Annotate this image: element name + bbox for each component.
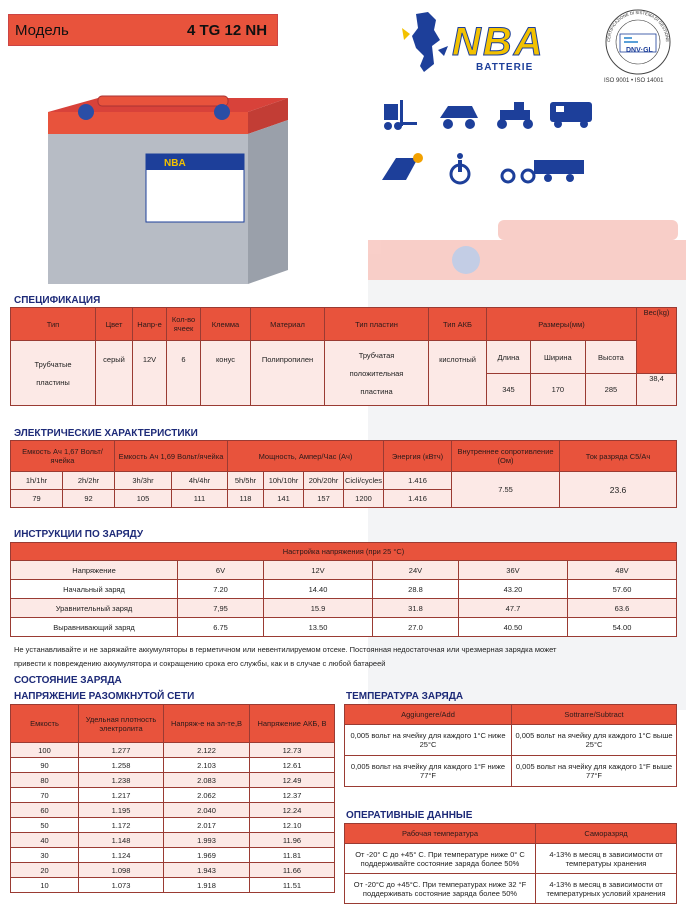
state-cell: 1.969: [164, 848, 250, 863]
state-cell: 60: [11, 803, 79, 818]
spec-type-line2: пластины: [36, 377, 70, 387]
elec-h4: Энергия (кВтч): [384, 441, 452, 472]
state-row: [11, 833, 335, 848]
state-cell: 2.017: [164, 818, 250, 833]
state-row: [11, 758, 335, 773]
state-row: [11, 803, 335, 818]
charge-cell: 63.6: [567, 599, 676, 618]
charge-col-48v: 48V: [567, 561, 676, 580]
spec-h-length: Длина: [487, 341, 531, 374]
state-cell: 80: [11, 773, 79, 788]
spec-h-height: Высота: [585, 341, 636, 374]
elec-val-4h: 111: [172, 490, 228, 508]
spec-type: [11, 341, 96, 406]
elec-h2: Емкость Ач 1,69 Вольт/ячейка: [115, 441, 228, 472]
elec-val-1h: 79: [11, 490, 63, 508]
charge-cell: 31.8: [372, 599, 458, 618]
lawn-mower-icon: [490, 96, 540, 132]
elec-sub-10h: 10h/10hr: [264, 472, 304, 490]
model-bar: [8, 14, 278, 46]
elec-h5: Внутреннее сопротивление (Ом): [452, 441, 560, 472]
temp-title: ТЕМПЕРАТУРА ЗАРЯДА: [346, 691, 464, 702]
elec-val-20h: 157: [304, 490, 344, 508]
spec-h-weight: Вес(kg): [637, 308, 677, 374]
charge-cell: 14.40: [264, 580, 373, 599]
state-cell: 1.238: [79, 773, 164, 788]
temp-add-c: 0,005 вольт на ячейку для каждого 1°C ниже 25°C: [345, 725, 512, 756]
state-cell: 12.10: [250, 818, 335, 833]
elec-resistance: 7.55: [452, 472, 560, 508]
charge-row-label: Уравнительный заряд: [11, 599, 178, 618]
temp-col-subtract: Sottrarre/Subtract: [512, 705, 677, 725]
spec-title: СПЕЦИФИКАЦИЯ: [14, 295, 101, 306]
charge-cell: 57.60: [567, 580, 676, 599]
state-cell: 12.37: [250, 788, 335, 803]
state-cell: 1.258: [79, 758, 164, 773]
state-cell: 1.148: [79, 833, 164, 848]
state-cell: 20: [11, 863, 79, 878]
elec-sub-3h: 3h/3hr: [115, 472, 172, 490]
elec-sub-20h: 20h/20hr: [304, 472, 344, 490]
spec-h-material: Материал: [251, 308, 325, 341]
spec-h-color: Цвет: [96, 308, 133, 341]
state-cell: 2.103: [164, 758, 250, 773]
spec-weight: 38,4: [637, 374, 677, 406]
state-cell: 100: [11, 743, 79, 758]
spec-height: 285: [585, 374, 636, 406]
application-icons-row1: [378, 96, 596, 132]
charge-table: [10, 542, 677, 637]
state-col-battery-voltage: Напряжение АКБ, В: [250, 705, 335, 743]
spec-h-dims: Размеры(мм): [487, 308, 637, 341]
oper-temp-f: От -20°C до +45°C. При температурах ниже 32 °F поддерживать состояние заряда более 50%: [345, 874, 536, 904]
oper-temp-c: От -20° C до +45° C. При температуре ниже 0° C поддерживайте состояние заряда более 50%: [345, 844, 536, 874]
certification-seal: [598, 8, 678, 88]
state-cell: 1.098: [79, 863, 164, 878]
charge-col-voltage: Напряжение: [11, 561, 178, 580]
oper-discharge-2: 4-13% в месяц в зависимости от температурных условий хранения: [536, 874, 677, 904]
state-cell: 70: [11, 788, 79, 803]
state-cell: 12.24: [250, 803, 335, 818]
charge-cell: 6.75: [178, 618, 264, 637]
spec-cells: 6: [167, 341, 201, 406]
state-col-capacity: Емкость: [11, 705, 79, 743]
solar-panel-icon: [378, 150, 428, 186]
state-cell: 12.61: [250, 758, 335, 773]
brand-sub: BATTERIE: [476, 62, 534, 73]
spec-plates: [325, 341, 429, 406]
state-cell: 1.195: [79, 803, 164, 818]
charge-col-24v: 24V: [372, 561, 458, 580]
spec-plate-line3: пластина: [360, 386, 393, 396]
state-cell: 1.943: [164, 863, 250, 878]
charge-setting: Настройка напряжения (при 25 °С): [11, 543, 677, 561]
state-cell: 11.66: [250, 863, 335, 878]
temp-sub-c: 0,005 вольт на ячейку для каждого 1°C выше 25°C: [512, 725, 677, 756]
state-row: [11, 773, 335, 788]
oper-table: [344, 823, 677, 904]
state-cell: 2.083: [164, 773, 250, 788]
state-title: СОСТОЯНИЕ ЗАРЯДА: [14, 675, 122, 686]
spec-terminal: конус: [201, 341, 251, 406]
elec-sub-1h: 1h/1hr: [11, 472, 63, 490]
oper-title: ОПЕРАТИВНЫЕ ДАННЫЕ: [346, 810, 473, 821]
temp-table: [344, 704, 677, 787]
forklift-icon: [378, 96, 428, 132]
charge-cell: 7.20: [178, 580, 264, 599]
spec-material: Полипропилен: [251, 341, 325, 406]
cert-iso: ISO 9001 • ISO 14001: [604, 78, 664, 84]
spec-length: 345: [487, 374, 531, 406]
elec-title: ЭЛЕКТРИЧЕСКИЕ ХАРАКТЕРИСТИКИ: [14, 428, 198, 439]
state-row: [11, 788, 335, 803]
state-cell: 2.122: [164, 743, 250, 758]
charge-cell: 15.9: [264, 599, 373, 618]
charge-cell: 27.0: [372, 618, 458, 637]
cert-ring-text: CERTIFICAZIONE DI SISTEMA DI GESTIONE: [605, 9, 671, 43]
state-cell: 1.172: [79, 818, 164, 833]
state-cell: 1.217: [79, 788, 164, 803]
spec-h-width: Ширина: [530, 341, 585, 374]
charge-note-1: Не устанавливайте и не заряжайте аккумуляторы в герметичном или невентилируемом отсеке. Постоянная недостаточная или чрезмерная зарядка может: [14, 645, 557, 654]
state-row: [11, 848, 335, 863]
spec-h-akb: Тип АКБ: [429, 308, 487, 341]
spec-table: [10, 307, 677, 406]
state-cell: 1.918: [164, 878, 250, 893]
state-table: [10, 704, 335, 893]
model-code: 4 TG 12 NH: [187, 21, 268, 39]
temp-add-f: 0,005 вольт на ячейку для каждого 1°F ниже 77°F: [345, 756, 512, 787]
oper-col-self-discharge: Саморазряд: [536, 824, 677, 844]
spec-h-voltage: Напр-е: [133, 308, 167, 341]
spec-type-line1: Трубчатые: [34, 359, 72, 369]
charge-cell: 47.7: [458, 599, 567, 618]
state-cell: 10: [11, 878, 79, 893]
spec-h-terminal: Клемма: [201, 308, 251, 341]
charge-col-36v: 36V: [458, 561, 567, 580]
motorbike-trailer-icon: [498, 150, 590, 186]
charge-cell: 28.8: [372, 580, 458, 599]
elec-val-energy: 1.416: [384, 490, 452, 508]
charge-cell: 43.20: [458, 580, 567, 599]
spec-voltage: 12V: [133, 341, 167, 406]
charge-row-label: Выравнивающий заряд: [11, 618, 178, 637]
charge-row-label: Начальный заряд: [11, 580, 178, 599]
charge-title: ИНСТРУКЦИИ ПО ЗАРЯДУ: [14, 529, 144, 540]
elec-val-cycles: 1200: [344, 490, 384, 508]
state-cell: 2.062: [164, 788, 250, 803]
charge-cell: 13.50: [264, 618, 373, 637]
charge-note-2: привести к повреждению аккумулятора и сокращению срока его службы, как и в случае с любой батареей: [14, 659, 386, 668]
brand-text: NBA: [452, 20, 545, 64]
charge-cell: 54.00: [567, 618, 676, 637]
elec-h1: Емкость Ач 1,67 Вольт/ячейка: [11, 441, 115, 472]
cert-badge: DNV·GL: [626, 47, 653, 54]
elec-sub-energy: 1.416: [384, 472, 452, 490]
state-row: [11, 878, 335, 893]
state-col-density: Удельная плотность электролита: [79, 705, 164, 743]
elec-val-5h: 118: [228, 490, 264, 508]
charge-col-12v: 12V: [264, 561, 373, 580]
state-cell: 1.277: [79, 743, 164, 758]
elec-sub-5h: 5h/5hr: [228, 472, 264, 490]
elec-current: 23.6: [560, 472, 677, 508]
state-subtitle: НАПРЯЖЕНИЕ РАЗОМКНУТОЙ СЕТИ: [14, 691, 195, 702]
elec-val-10h: 141: [264, 490, 304, 508]
state-cell: 11.81: [250, 848, 335, 863]
state-row: [11, 743, 335, 758]
state-cell: 1.073: [79, 878, 164, 893]
temp-sub-f: 0,005 вольт на ячейку для каждого 1°F выше 77°F: [512, 756, 677, 787]
elec-h3: Мощность, Ампер/Час (Ач): [228, 441, 384, 472]
elec-sub-4h: 4h/4hr: [172, 472, 228, 490]
spec-plate-line1: Трубчатая: [358, 350, 395, 360]
charge-cell: 40.50: [458, 618, 567, 637]
oper-col-temp: Рабочая температура: [345, 824, 536, 844]
spec-h-cells: Кол-во ячеек: [167, 308, 201, 341]
elec-table: [10, 440, 677, 508]
state-cell: 2.040: [164, 803, 250, 818]
spec-color: серый: [96, 341, 133, 406]
application-icons-row2: [378, 150, 590, 186]
spec-plate-line2: положительная: [349, 368, 404, 378]
spec-akb: кислотный: [429, 341, 487, 406]
state-cell: 12.73: [250, 743, 335, 758]
model-label: Модель: [15, 21, 69, 39]
state-col-cell-voltage: Напряж-е на эл-те,В: [164, 705, 250, 743]
wheelchair-icon: [438, 150, 488, 186]
nba-logo: [394, 6, 594, 80]
camper-icon: [546, 96, 596, 132]
elec-sub-cycles: Cicli/cycles: [344, 472, 384, 490]
battery-image: [38, 90, 298, 290]
golf-cart-icon: [434, 96, 484, 132]
spec-h-plates: Тип пластин: [325, 308, 429, 341]
state-row: [11, 818, 335, 833]
elec-val-3h: 105: [115, 490, 172, 508]
state-cell: 11.51: [250, 878, 335, 893]
elec-val-2h: 92: [63, 490, 115, 508]
lion-icon: [394, 6, 454, 80]
charge-col-6v: 6V: [178, 561, 264, 580]
spec-width: 170: [530, 374, 585, 406]
spec-h-type: Тип: [11, 308, 96, 341]
state-cell: 40: [11, 833, 79, 848]
state-cell: 11.96: [250, 833, 335, 848]
oper-discharge-1: 4-13% в месяц в зависимости от температуры хранения: [536, 844, 677, 874]
state-cell: 1.993: [164, 833, 250, 848]
elec-h6: Ток разряда C5/Ач: [560, 441, 677, 472]
battery-label-brand: NBA: [164, 158, 186, 169]
charge-cell: 7,95: [178, 599, 264, 618]
state-row: [11, 863, 335, 878]
state-cell: 90: [11, 758, 79, 773]
state-cell: 50: [11, 818, 79, 833]
state-cell: 1.124: [79, 848, 164, 863]
state-cell: 12.49: [250, 773, 335, 788]
state-cell: 30: [11, 848, 79, 863]
temp-col-add: Aggiungere/Add: [345, 705, 512, 725]
elec-sub-2h: 2h/2hr: [63, 472, 115, 490]
